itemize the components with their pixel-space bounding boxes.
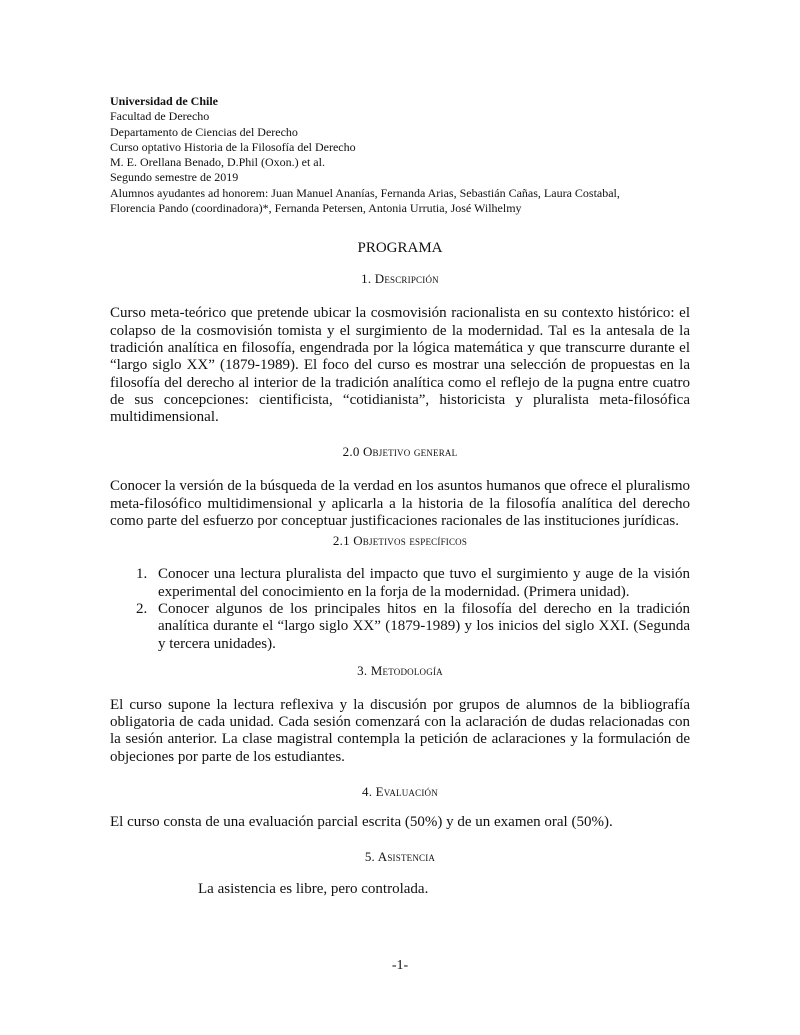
course-name: Curso optativo Historia de la Filosofía del Derecho (110, 139, 356, 154)
list-item-number: 2. (136, 600, 148, 617)
objetivos-list (110, 566, 690, 652)
metodologia-paragraph: El curso supone la lectura reflexiva y la discusión por grupos de alumnos de la bibliografía obligatoria de cada unidad. Cada sesión comenzará con la aclaración de dudas relacionadas con la sesión anterior. La clase magistral contempla la petición de aclaraciones y la formulación de objeciones por parte de los estudiantes. (110, 696, 690, 765)
list-item-text: Conocer una lectura pluralista del impacto que tuvo el surgimiento y auge de la visión experimental del conocimiento en la forja de la modernidad. (Primera unidad). (158, 566, 690, 600)
list-item (110, 566, 690, 601)
document-page (110, 94, 690, 899)
list-item-text: Conocer algunos de los principales hitos en la filosofía del derecho en la tradición analítica durante el “largo siglo XX” (1879-1989) y los inicios del siglo XXI. (Segunda y tercera unidades). (158, 600, 690, 652)
semester: Segundo semestre de 2019 (110, 170, 239, 185)
faculty-name: Facultad de Derecho (110, 109, 210, 124)
page-number: -1- (391, 958, 409, 973)
section-heading-objetivo-general: 2.0 Objetivo general (342, 444, 458, 460)
section-heading-metodologia: 3. Metodología (357, 662, 443, 678)
institution-name: Universidad de Chile (110, 94, 219, 108)
asistencia-paragraph: La asistencia es libre, pero controlada. (198, 881, 429, 898)
evaluacion-paragraph: El curso consta de una evaluación parcial escrita (50%) y de un examen oral (50%). (110, 814, 613, 831)
list-item-number: 1. (136, 566, 148, 583)
page-title: PROGRAMA (357, 240, 443, 257)
assistants-line-2: Florencia Pando (coordinadora)*, Fernanda Petersen, Antonia Urrutia, José Wilhelmy (110, 201, 522, 216)
course-header (110, 94, 690, 216)
assistants-line-1: Alumnos ayudantes ad honorem: Juan Manuel Ananías, Fernanda Arias, Sebastián Cañas, Laura Costabal, (110, 185, 620, 200)
section-heading-objetivos-especificos: 2.1 Objetivos específicos (332, 533, 468, 549)
descripcion-paragraph: Curso meta-teórico que pretende ubicar la cosmovisión racionalista en su contexto histórico: el colapso de la cosmovisión tomista y el surgimiento de la modernidad. Tal es la antesala de la tradición analítica en filosofía, engendrada por la lógica matemática y que transcurre durante el “largo siglo XX” (1879-1989). El foco del curso es mostrar una selección de propuestas en la filosofía del derecho al interior de la tradición analítica como el reflejo de la pugna entre cuatro de sus concepciones: cientificista, “cotidianista”, historicista y pluralista meta-filosófica multidimensional. (110, 305, 690, 426)
section-heading-evaluacion: 4. Evaluación (362, 784, 438, 800)
list-item (110, 601, 690, 653)
objetivo-general-paragraph: Conocer la versión de la búsqueda de la verdad en los asuntos humanos que ofrece el pluralismo meta-filosófico multidimensional y aplicarla a la historia de la filosofía analítica del derecho como parte del esfuerzo por conceptuar justificaciones racionales de las instituciones jurídicas. (110, 478, 690, 530)
professor-name: M. E. Orellana Benado, D.Phil (Oxon.) et al. (110, 155, 325, 170)
section-heading-asistencia: 5. Asistencia (364, 849, 436, 865)
section-heading-descripcion: 1. Descripción (361, 271, 439, 287)
department-name: Departamento de Ciencias del Derecho (110, 124, 298, 139)
